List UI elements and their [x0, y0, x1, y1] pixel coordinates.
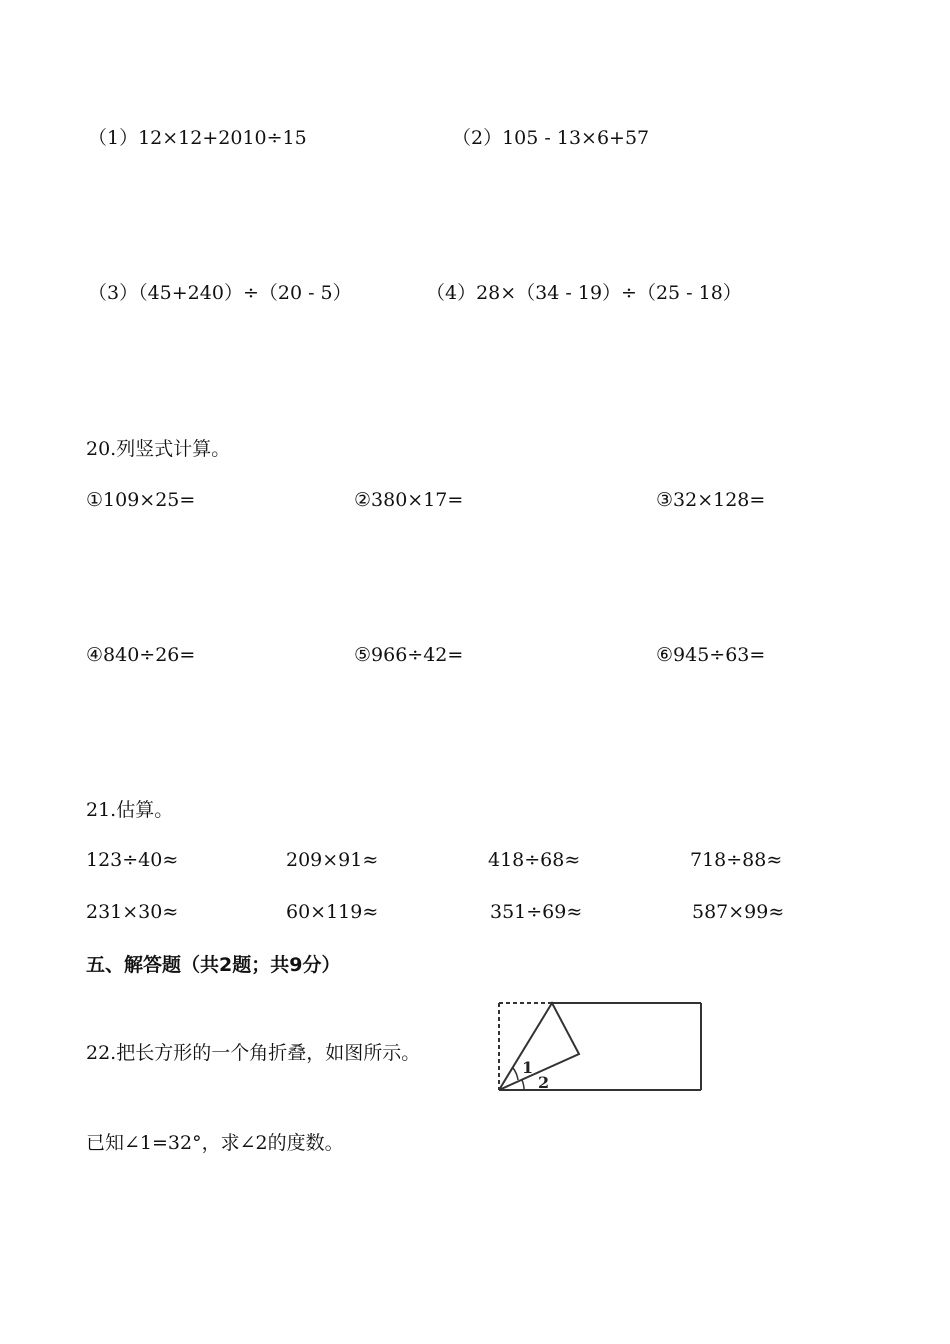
- angle-2-arc: [522, 1080, 524, 1090]
- q21-item-7: 351÷69≈: [490, 901, 583, 923]
- q22-question: 已知∠1=32°，求∠2的度数。: [86, 1132, 344, 1154]
- q19-item-2: （2）105 - 13×6+57: [452, 127, 650, 149]
- q20-title: 20.列竖式计算。: [86, 438, 231, 460]
- angle-1-label: 1: [522, 1058, 534, 1077]
- q21-item-1: 123÷40≈: [86, 849, 179, 871]
- q20-item-3: ③32×128=: [656, 489, 766, 511]
- q19-item-1: （1）12×12+2010÷15: [88, 127, 307, 149]
- q20-item-2: ②380×17=: [354, 489, 464, 511]
- section-5-heading: 五、解答题（共2题；共9分）: [86, 954, 341, 976]
- q21-item-4: 718÷88≈: [690, 849, 783, 871]
- q19-item-4: （4）28×（34 - 19）÷（25 - 18）: [426, 282, 742, 304]
- q20-item-1: ①109×25=: [86, 489, 196, 511]
- q21-item-8: 587×99≈: [692, 901, 785, 923]
- q21-title: 21.估算。: [86, 799, 174, 821]
- angle-2-label: 2: [538, 1073, 550, 1092]
- angle-1-arc: [513, 1068, 518, 1080]
- folded-rectangle-figure: [494, 998, 708, 1096]
- q21-item-5: 231×30≈: [86, 901, 179, 923]
- q20-item-4: ④840÷26=: [86, 644, 196, 666]
- q19-item-3: （3）（45+240）÷（20 - 5）: [88, 282, 352, 304]
- q21-item-6: 60×119≈: [286, 901, 379, 923]
- q21-item-2: 209×91≈: [286, 849, 379, 871]
- q20-item-6: ⑥945÷63=: [656, 644, 766, 666]
- q22-title: 22.把长方形的一个角折叠，如图所示。: [86, 1042, 421, 1064]
- q20-item-5: ⑤966÷42=: [354, 644, 464, 666]
- q21-item-3: 418÷68≈: [488, 849, 581, 871]
